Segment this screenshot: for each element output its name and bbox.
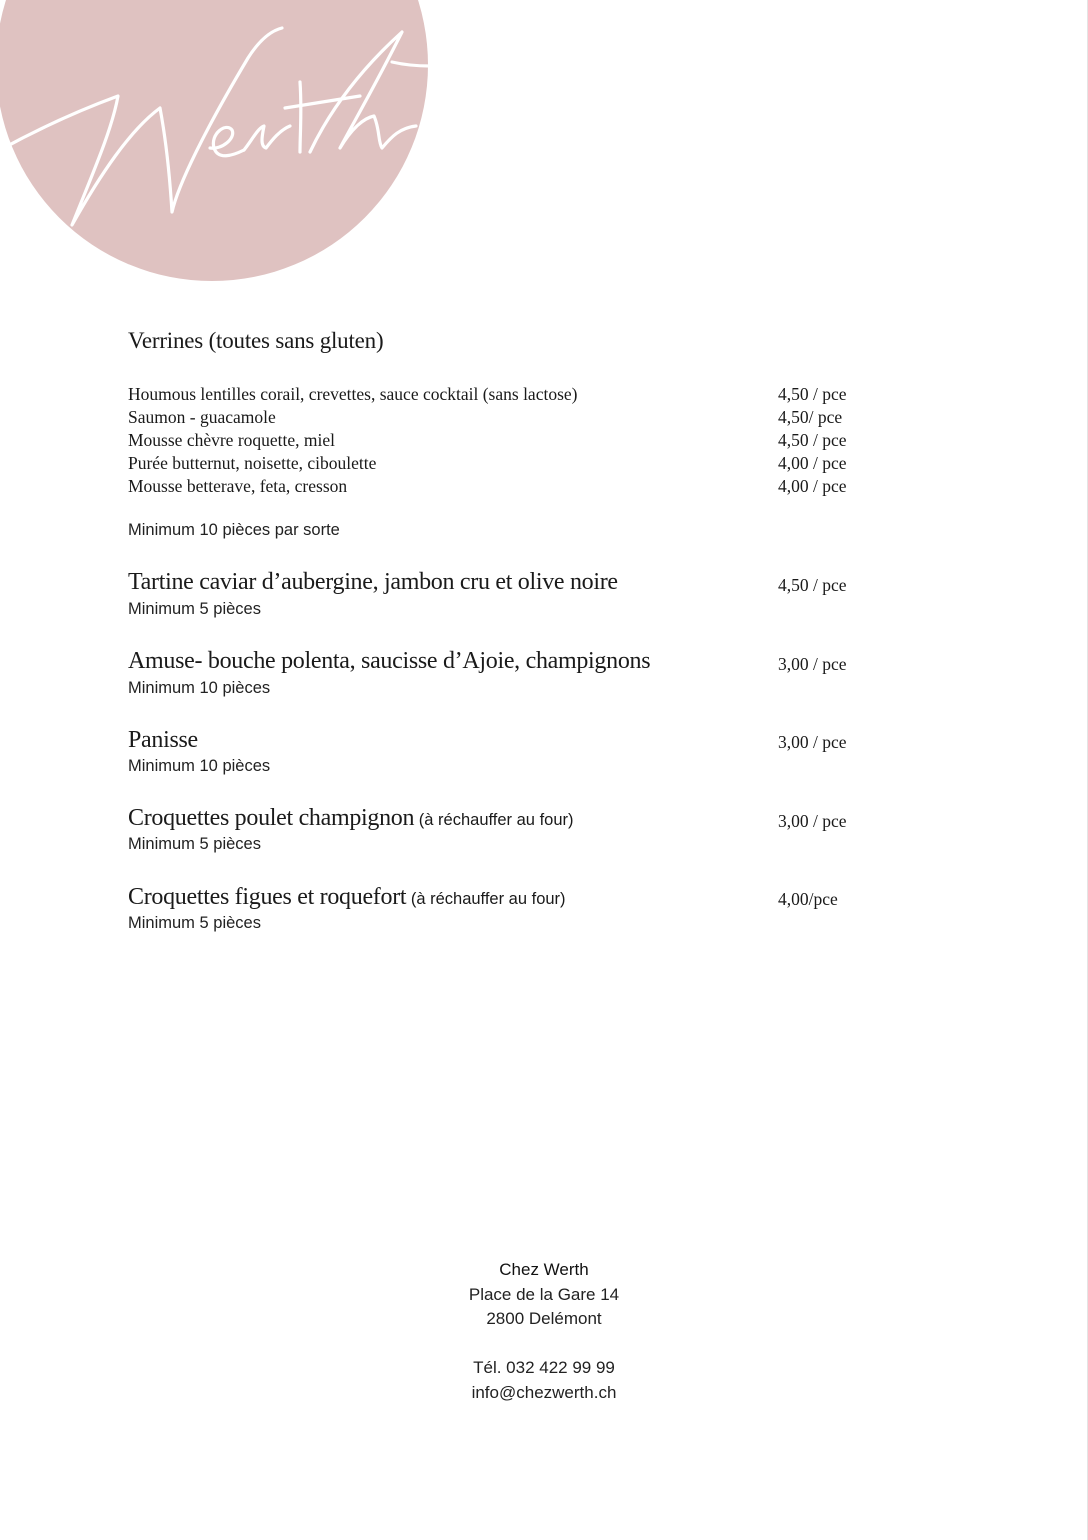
item-price-tartine: 4,50 / pce bbox=[778, 575, 847, 595]
item-note-tartine: Minimum 5 pièces bbox=[128, 600, 261, 618]
list-item bbox=[128, 406, 888, 429]
item-price: 4,50 / pce bbox=[778, 430, 847, 450]
footer-name: Chez Werth bbox=[499, 1260, 589, 1279]
werth-logo bbox=[0, 0, 430, 290]
footer-contact bbox=[0, 1258, 1088, 1405]
item-title-croquettes-figues bbox=[128, 884, 566, 911]
item-name: Houmous lentilles corail, crevettes, sauce cocktail (sans lactose) bbox=[128, 384, 578, 404]
item-price: 4,00 / pce bbox=[778, 476, 847, 496]
item-title-text: Croquettes figues et roquefort bbox=[128, 884, 407, 910]
footer-city: 2800 Delémont bbox=[486, 1309, 602, 1328]
item-price-amuse-bouche: 3,00 / pce bbox=[778, 654, 847, 674]
item-price: 4,50 / pce bbox=[778, 384, 847, 404]
list-item bbox=[128, 429, 888, 452]
item-price-croquettes-figues: 4,00/pce bbox=[778, 889, 838, 909]
item-note-amuse-bouche: Minimum 10 pièces bbox=[128, 679, 271, 697]
item-title-panisse bbox=[128, 727, 198, 754]
item-title-text: Amuse- bouche polenta, saucisse d’Ajoie, champignons bbox=[128, 648, 651, 674]
footer-phone[interactable]: Tél. 032 422 99 99 bbox=[473, 1358, 615, 1377]
item-name: Purée butternut, noisette, ciboulette bbox=[128, 453, 377, 473]
section-title-verrines: Verrines (toutes sans gluten) bbox=[128, 328, 384, 353]
item-price: 4,00 / pce bbox=[778, 453, 847, 473]
footer-email[interactable]: info@chezwerth.ch bbox=[471, 1382, 617, 1402]
item-note-panisse: Minimum 10 pièces bbox=[128, 757, 271, 775]
verrines-list bbox=[128, 383, 888, 498]
footer-spacer bbox=[0, 1332, 1088, 1357]
item-title-tartine bbox=[128, 569, 618, 596]
footer-street: Place de la Gare 14 bbox=[468, 1284, 620, 1304]
item-name: Saumon - guacamole bbox=[128, 407, 276, 427]
item-price: 4,50/ pce bbox=[778, 407, 843, 427]
item-title-suffix: (à réchauffer au four) bbox=[406, 890, 566, 908]
item-name: Mousse chèvre roquette, miel bbox=[128, 430, 336, 450]
item-title-text: Panisse bbox=[128, 727, 198, 753]
item-title-amuse-bouche bbox=[128, 648, 650, 675]
verrines-minimum-note: Minimum 10 pièces par sorte bbox=[128, 521, 340, 539]
list-item bbox=[128, 475, 888, 498]
list-item bbox=[128, 383, 888, 406]
item-note-croquettes-poulet: Minimum 5 pièces bbox=[128, 835, 261, 853]
item-title-text: Tartine caviar d’aubergine, jambon cru et olive noire bbox=[128, 569, 618, 595]
item-title-text: Croquettes poulet champignon bbox=[128, 805, 415, 831]
list-item bbox=[128, 452, 888, 475]
item-name: Mousse betterave, feta, cresson bbox=[128, 476, 348, 496]
item-title-croquettes-poulet bbox=[128, 805, 574, 832]
item-price-panisse: 3,00 / pce bbox=[778, 732, 847, 752]
item-note-croquettes-figues: Minimum 5 pièces bbox=[128, 914, 261, 932]
item-price-croquettes-poulet: 3,00 / pce bbox=[778, 811, 847, 831]
item-title-suffix: (à réchauffer au four) bbox=[414, 811, 574, 829]
